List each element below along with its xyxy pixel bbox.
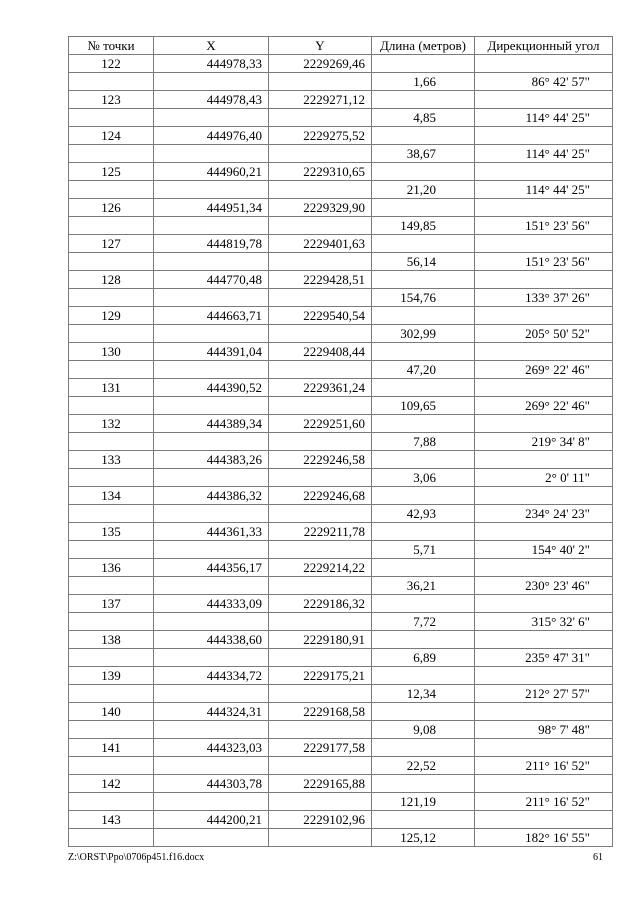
cell-length: 36,21: [372, 577, 475, 595]
cell-point-number: 140: [69, 703, 154, 721]
cell-direction-angle: [475, 163, 613, 181]
cell-x: [154, 253, 269, 271]
cell-direction-angle: 2° 0' 11": [475, 469, 613, 487]
cell-point-number: 130: [69, 343, 154, 361]
table-row: [69, 145, 613, 163]
cell-x: [154, 397, 269, 415]
cell-direction-angle: 151° 23' 56": [475, 217, 613, 235]
cell-direction-angle: [475, 343, 613, 361]
table-row: [69, 685, 613, 703]
cell-point-number: 124: [69, 127, 154, 145]
cell-point-number: 126: [69, 199, 154, 217]
cell-length: [372, 703, 475, 721]
cell-x: 444978,33: [154, 55, 269, 73]
cell-y: [269, 757, 372, 775]
cell-x: [154, 217, 269, 235]
cell-point-number: 141: [69, 739, 154, 757]
cell-direction-angle: [475, 271, 613, 289]
cell-length: [372, 451, 475, 469]
table-row: [69, 289, 613, 307]
cell-x: 444383,26: [154, 451, 269, 469]
cell-point-number: 136: [69, 559, 154, 577]
footer-page-number: 61: [593, 852, 603, 863]
cell-length: [372, 739, 475, 757]
table-row: [69, 613, 613, 631]
cell-y: [269, 361, 372, 379]
cell-x: 444303,78: [154, 775, 269, 793]
cell-direction-angle: 205° 50' 52": [475, 325, 613, 343]
table-row: [69, 721, 613, 739]
cell-direction-angle: [475, 703, 613, 721]
cell-y: 2229168,58: [269, 703, 372, 721]
cell-direction-angle: [475, 235, 613, 253]
header-length: Длина (метров): [372, 37, 475, 55]
cell-direction-angle: 182° 16' 55": [475, 829, 613, 847]
cell-y: [269, 613, 372, 631]
cell-y: 2229540,54: [269, 307, 372, 325]
cell-x: 444338,60: [154, 631, 269, 649]
header-point-number: № точки: [69, 37, 154, 55]
cell-x: 444819,78: [154, 235, 269, 253]
cell-point-number: 137: [69, 595, 154, 613]
cell-y: 2229186,32: [269, 595, 372, 613]
cell-y: 2229251,60: [269, 415, 372, 433]
cell-point-number: [69, 829, 154, 847]
cell-length: 149,85: [372, 217, 475, 235]
cell-length: 56,14: [372, 253, 475, 271]
cell-length: 109,65: [372, 397, 475, 415]
cell-length: 154,76: [372, 289, 475, 307]
table-row: [69, 163, 613, 181]
cell-length: 38,67: [372, 145, 475, 163]
cell-length: 7,72: [372, 613, 475, 631]
cell-y: [269, 541, 372, 559]
cell-length: [372, 199, 475, 217]
table-row: [69, 217, 613, 235]
cell-y: [269, 649, 372, 667]
cell-direction-angle: [475, 811, 613, 829]
table-row: [69, 73, 613, 91]
cell-length: 121,19: [372, 793, 475, 811]
cell-x: 444663,71: [154, 307, 269, 325]
footer-file-path: Z:\ORST\Ppo\0706p451.f16.docx: [68, 852, 205, 863]
cell-x: 444361,33: [154, 523, 269, 541]
table-row: [69, 181, 613, 199]
cell-point-number: 128: [69, 271, 154, 289]
table-row: [69, 325, 613, 343]
cell-y: 2229175,21: [269, 667, 372, 685]
cell-direction-angle: 315° 32' 6": [475, 613, 613, 631]
cell-y: 2229428,51: [269, 271, 372, 289]
cell-x: [154, 325, 269, 343]
cell-y: [269, 289, 372, 307]
cell-direction-angle: 269° 22' 46": [475, 361, 613, 379]
cell-x: [154, 757, 269, 775]
cell-length: [372, 343, 475, 361]
cell-direction-angle: 114° 44' 25": [475, 109, 613, 127]
cell-x: 444951,34: [154, 199, 269, 217]
cell-direction-angle: 230° 23' 46": [475, 577, 613, 595]
table-row: [69, 397, 613, 415]
cell-x: [154, 613, 269, 631]
cell-point-number: 143: [69, 811, 154, 829]
cell-y: 2229310,65: [269, 163, 372, 181]
cell-x: 444770,48: [154, 271, 269, 289]
table-row: [69, 55, 613, 73]
cell-length: 12,34: [372, 685, 475, 703]
cell-point-number: [69, 181, 154, 199]
cell-direction-angle: [475, 631, 613, 649]
cell-direction-angle: [475, 379, 613, 397]
table-row: [69, 451, 613, 469]
table-row: [69, 415, 613, 433]
cell-y: 2229246,58: [269, 451, 372, 469]
cell-y: [269, 685, 372, 703]
cell-direction-angle: [475, 307, 613, 325]
table-row: [69, 379, 613, 397]
cell-direction-angle: 235° 47' 31": [475, 649, 613, 667]
cell-length: [372, 127, 475, 145]
cell-length: [372, 271, 475, 289]
cell-y: 2229401,63: [269, 235, 372, 253]
cell-y: [269, 505, 372, 523]
table-row: [69, 829, 613, 847]
table-row: [69, 559, 613, 577]
table-row: [69, 811, 613, 829]
cell-point-number: [69, 73, 154, 91]
table-row: [69, 595, 613, 613]
cell-length: [372, 487, 475, 505]
cell-point-number: [69, 721, 154, 739]
cell-length: 7,88: [372, 433, 475, 451]
cell-y: [269, 829, 372, 847]
cell-direction-angle: 151° 23' 56": [475, 253, 613, 271]
table-row: [69, 523, 613, 541]
table-row: [69, 343, 613, 361]
cell-length: [372, 163, 475, 181]
header-x: X: [154, 37, 269, 55]
cell-length: [372, 415, 475, 433]
cell-y: [269, 253, 372, 271]
cell-x: [154, 73, 269, 91]
table-row: [69, 577, 613, 595]
cell-x: 444389,34: [154, 415, 269, 433]
cell-point-number: [69, 361, 154, 379]
cell-direction-angle: [475, 487, 613, 505]
cell-point-number: [69, 649, 154, 667]
cell-y: [269, 217, 372, 235]
table-row: [69, 253, 613, 271]
cell-length: 3,06: [372, 469, 475, 487]
cell-y: 2229329,90: [269, 199, 372, 217]
cell-x: [154, 649, 269, 667]
cell-x: [154, 505, 269, 523]
table-row: [69, 433, 613, 451]
cell-x: 444334,72: [154, 667, 269, 685]
cell-length: 22,52: [372, 757, 475, 775]
cell-point-number: 138: [69, 631, 154, 649]
cell-length: 21,20: [372, 181, 475, 199]
cell-y: [269, 397, 372, 415]
cell-x: 444978,43: [154, 91, 269, 109]
cell-x: 444333,09: [154, 595, 269, 613]
cell-direction-angle: 86° 42' 57": [475, 73, 613, 91]
cell-length: [372, 379, 475, 397]
coordinates-table: [68, 36, 613, 847]
cell-direction-angle: [475, 523, 613, 541]
cell-x: [154, 361, 269, 379]
header-direction-angle: Дирекционный угол: [475, 37, 613, 55]
cell-y: [269, 325, 372, 343]
cell-x: 444356,17: [154, 559, 269, 577]
table-row: [69, 127, 613, 145]
table-row: [69, 775, 613, 793]
cell-y: 2229180,91: [269, 631, 372, 649]
cell-x: 444386,32: [154, 487, 269, 505]
cell-point-number: [69, 145, 154, 163]
cell-point-number: [69, 577, 154, 595]
cell-y: 2229177,58: [269, 739, 372, 757]
table-body: [69, 55, 613, 847]
cell-length: [372, 775, 475, 793]
cell-length: 5,71: [372, 541, 475, 559]
table-row: [69, 631, 613, 649]
cell-direction-angle: 98° 7' 48": [475, 721, 613, 739]
cell-x: [154, 577, 269, 595]
cell-y: 2229271,12: [269, 91, 372, 109]
cell-x: 444323,03: [154, 739, 269, 757]
cell-x: 444200,21: [154, 811, 269, 829]
table-row: [69, 667, 613, 685]
cell-y: [269, 181, 372, 199]
cell-x: [154, 181, 269, 199]
cell-x: [154, 289, 269, 307]
cell-direction-angle: 114° 44' 25": [475, 145, 613, 163]
cell-point-number: 139: [69, 667, 154, 685]
cell-direction-angle: 269° 22' 46": [475, 397, 613, 415]
cell-direction-angle: 133° 37' 26": [475, 289, 613, 307]
cell-length: [372, 667, 475, 685]
table-row: [69, 91, 613, 109]
cell-y: 2229408,44: [269, 343, 372, 361]
cell-direction-angle: 114° 44' 25": [475, 181, 613, 199]
cell-length: [372, 307, 475, 325]
cell-direction-angle: 154° 40' 2": [475, 541, 613, 559]
cell-y: [269, 73, 372, 91]
cell-direction-angle: [475, 55, 613, 73]
cell-length: 302,99: [372, 325, 475, 343]
cell-y: [269, 145, 372, 163]
cell-x: 444391,04: [154, 343, 269, 361]
table-row: [69, 235, 613, 253]
cell-point-number: [69, 253, 154, 271]
cell-length: 6,89: [372, 649, 475, 667]
cell-point-number: [69, 505, 154, 523]
cell-length: [372, 631, 475, 649]
table-row: [69, 271, 613, 289]
cell-y: 2229165,88: [269, 775, 372, 793]
cell-x: [154, 469, 269, 487]
table-row: [69, 541, 613, 559]
cell-length: 42,93: [372, 505, 475, 523]
cell-point-number: [69, 685, 154, 703]
cell-direction-angle: [475, 199, 613, 217]
cell-point-number: [69, 469, 154, 487]
cell-point-number: [69, 541, 154, 559]
cell-length: [372, 559, 475, 577]
cell-x: 444960,21: [154, 163, 269, 181]
cell-direction-angle: [475, 775, 613, 793]
cell-x: [154, 685, 269, 703]
cell-point-number: [69, 289, 154, 307]
header-y: Y: [269, 37, 372, 55]
cell-direction-angle: [475, 739, 613, 757]
cell-point-number: [69, 217, 154, 235]
cell-x: [154, 433, 269, 451]
table-row: [69, 649, 613, 667]
cell-point-number: [69, 613, 154, 631]
table-row: [69, 487, 613, 505]
cell-length: 47,20: [372, 361, 475, 379]
cell-x: [154, 721, 269, 739]
cell-point-number: 132: [69, 415, 154, 433]
cell-direction-angle: [475, 127, 613, 145]
cell-y: [269, 577, 372, 595]
cell-direction-angle: [475, 415, 613, 433]
cell-point-number: [69, 397, 154, 415]
cell-y: [269, 721, 372, 739]
cell-point-number: [69, 757, 154, 775]
cell-point-number: [69, 793, 154, 811]
cell-y: 2229269,46: [269, 55, 372, 73]
cell-length: [372, 91, 475, 109]
cell-point-number: 125: [69, 163, 154, 181]
table-row: [69, 739, 613, 757]
cell-x: [154, 145, 269, 163]
cell-point-number: 122: [69, 55, 154, 73]
cell-direction-angle: [475, 451, 613, 469]
cell-direction-angle: 211° 16' 52": [475, 757, 613, 775]
cell-x: [154, 793, 269, 811]
cell-x: 444324,31: [154, 703, 269, 721]
cell-direction-angle: 211° 16' 52": [475, 793, 613, 811]
cell-y: [269, 469, 372, 487]
cell-point-number: 131: [69, 379, 154, 397]
cell-y: 2229102,96: [269, 811, 372, 829]
table-row: [69, 469, 613, 487]
cell-y: [269, 109, 372, 127]
cell-direction-angle: [475, 559, 613, 577]
cell-length: [372, 523, 475, 541]
cell-direction-angle: 212° 27' 57": [475, 685, 613, 703]
cell-direction-angle: [475, 595, 613, 613]
cell-point-number: [69, 109, 154, 127]
table-row: [69, 793, 613, 811]
cell-point-number: 134: [69, 487, 154, 505]
cell-length: 125,12: [372, 829, 475, 847]
cell-length: 1,66: [372, 73, 475, 91]
cell-point-number: 129: [69, 307, 154, 325]
table-row: [69, 307, 613, 325]
table-row: [69, 757, 613, 775]
cell-x: [154, 829, 269, 847]
cell-y: 2229361,24: [269, 379, 372, 397]
cell-point-number: 127: [69, 235, 154, 253]
cell-y: 2229214,22: [269, 559, 372, 577]
cell-point-number: 123: [69, 91, 154, 109]
table-row: [69, 199, 613, 217]
cell-y: [269, 433, 372, 451]
cell-point-number: 133: [69, 451, 154, 469]
cell-y: 2229246,68: [269, 487, 372, 505]
cell-direction-angle: 219° 34' 8": [475, 433, 613, 451]
table-row: [69, 505, 613, 523]
cell-length: [372, 235, 475, 253]
cell-x: [154, 109, 269, 127]
cell-point-number: [69, 325, 154, 343]
cell-y: 2229275,52: [269, 127, 372, 145]
table-row: [69, 361, 613, 379]
cell-length: [372, 55, 475, 73]
cell-y: 2229211,78: [269, 523, 372, 541]
cell-y: [269, 793, 372, 811]
cell-point-number: [69, 433, 154, 451]
cell-point-number: 135: [69, 523, 154, 541]
cell-x: 444390,52: [154, 379, 269, 397]
cell-x: [154, 541, 269, 559]
cell-x: 444976,40: [154, 127, 269, 145]
cell-point-number: 142: [69, 775, 154, 793]
table-row: [69, 703, 613, 721]
cell-direction-angle: [475, 91, 613, 109]
table-header-row: [69, 37, 613, 55]
cell-length: [372, 811, 475, 829]
cell-length: [372, 595, 475, 613]
cell-direction-angle: [475, 667, 613, 685]
table-row: [69, 109, 613, 127]
cell-direction-angle: 234° 24' 23": [475, 505, 613, 523]
cell-length: 4,85: [372, 109, 475, 127]
cell-length: 9,08: [372, 721, 475, 739]
